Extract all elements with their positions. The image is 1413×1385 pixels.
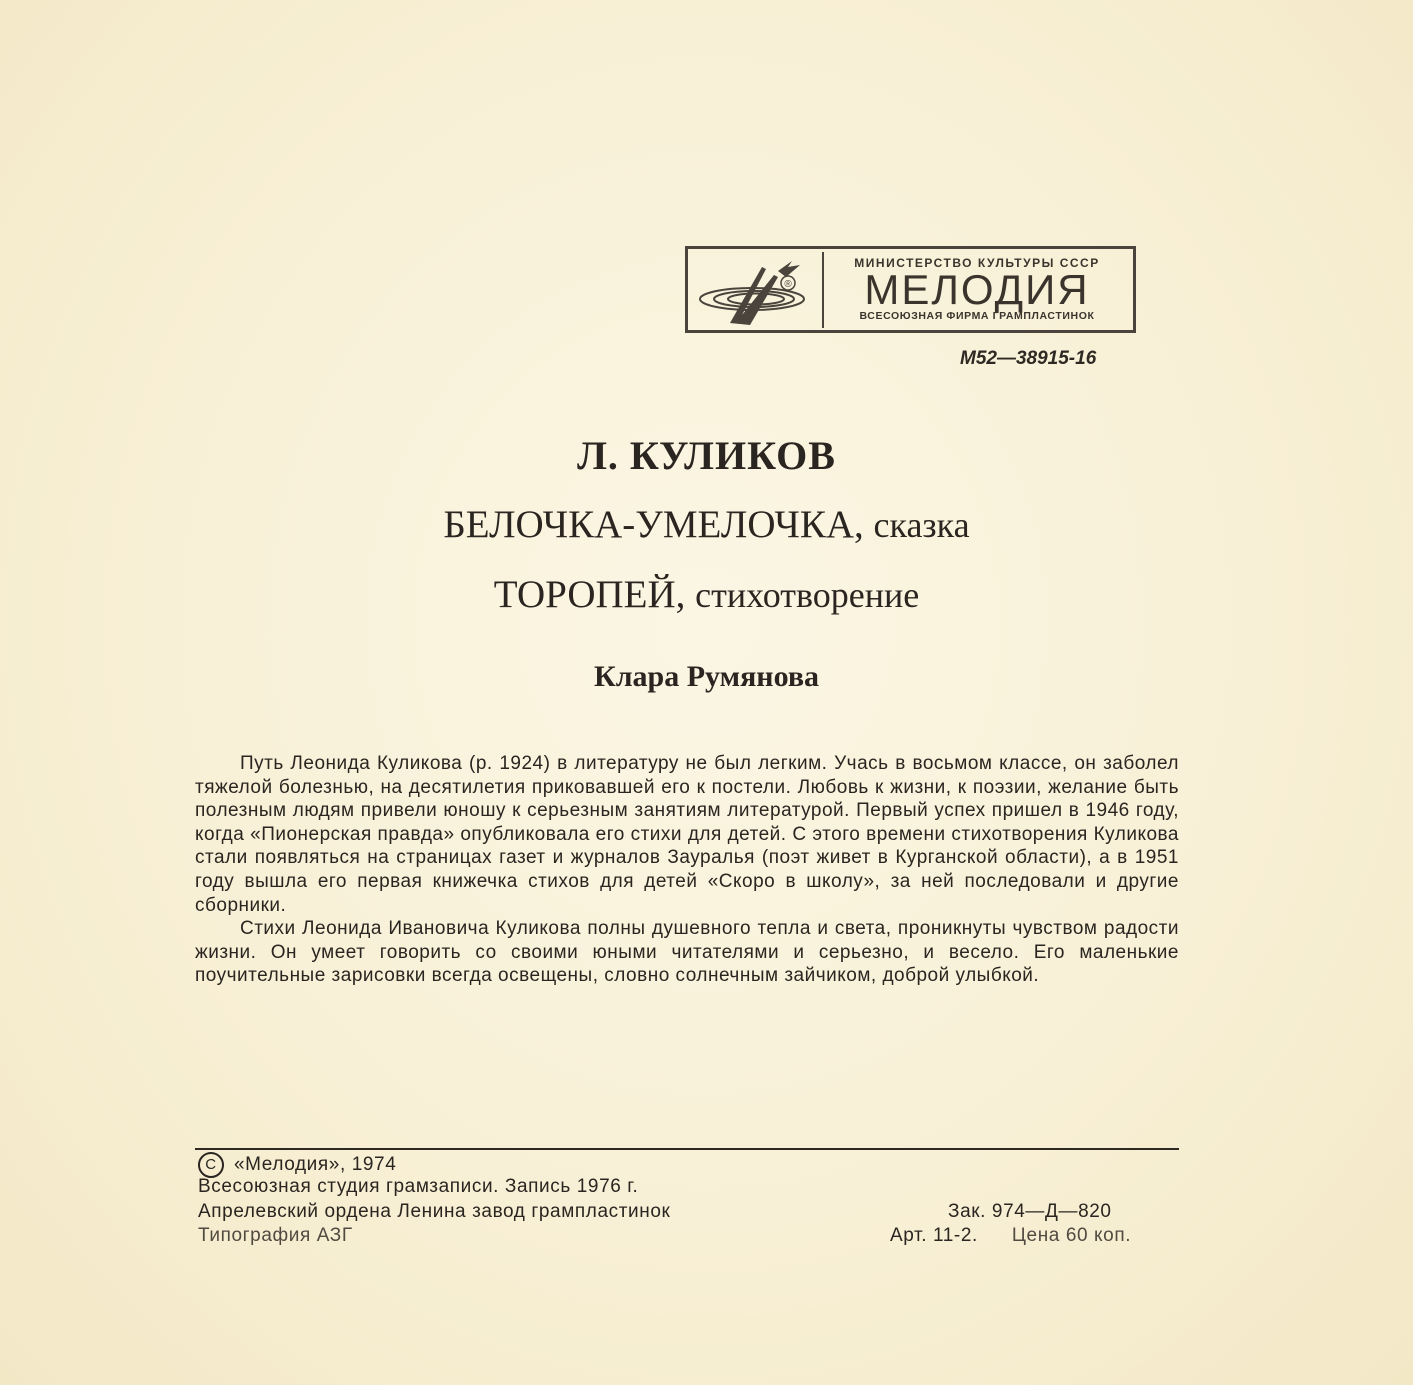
logo-text-block — [822, 252, 1130, 328]
article-price-line — [890, 1225, 1131, 1247]
logo-top-text: МИНИСТЕРСТВО КУЛЬТУРЫ СССР — [854, 256, 1100, 270]
studio-line: Всесоюзная студия грамзаписи. Запись 1976 г. — [198, 1176, 639, 1197]
title-1-name: БЕЛОЧКА-УМЕЛОЧКА, — [443, 503, 864, 546]
title-2-genre: стихотворение — [695, 575, 920, 615]
order-number: Зак. 974—Д—820 — [948, 1201, 1112, 1222]
title-2-name: ТОРОПЕЙ, — [493, 573, 686, 616]
title-1 — [0, 502, 1413, 547]
melodiya-logo — [685, 246, 1136, 333]
footer-divider — [195, 1148, 1179, 1150]
registered-mark: ® — [784, 279, 792, 290]
paragraph-2: Стихи Леонида Ивановича Куликова полны душевного тепла и света, проникнуты чувством радости жизни. Он умеет говорить со своими юными читателями и серьезно, и весело. Его маленькие поучительные зарисовки всегда освещены, словно солнечным зайчиком, доброй улыбкой. — [195, 918, 1179, 987]
logo-name: МЕЛОДИЯ — [864, 266, 1090, 313]
price: Цена 60 коп. — [1011, 1225, 1132, 1246]
factory-line: Апрелевский ордена Ленина завод грампластинок — [198, 1201, 671, 1222]
copyright-line — [198, 1152, 396, 1178]
paragraph-1: Путь Леонида Куликова (р. 1924) в литературу не был легким. Учась в восьмом классе, он заболел тяжелой болезнью, на десятилетия приковавшей его к постели. Любовь к жизни, к поэзии, желание быть полезным людям привели юношу к серьезным занятиям литературой. Первый успех пришел в 1946 году, когда «Пионерская правда» опубликовала его стихи для детей. С этого времени стихотворения Куликова стали появляться на страницах газет и журналов Зауралья (поэт живет в Курганской области), а в 1951 году вышла его первая книжечка стихов для детей «Скоро в школу», за ней последовали и другие сборники. — [195, 753, 1179, 916]
copyright-icon: C — [198, 1152, 224, 1178]
annotation-text — [195, 752, 1179, 988]
author: Л. КУЛИКОВ — [577, 433, 836, 478]
title-2 — [0, 572, 1413, 617]
article-number: Арт. 11-2. — [890, 1225, 978, 1246]
performer: Клара Румянова — [593, 660, 820, 693]
printing-line: Типография АЗГ — [198, 1225, 353, 1246]
title-1-genre: сказка — [873, 505, 970, 545]
logo-bottom-text: ВСЕСОЮЗНАЯ ФИРМА ГРАМПЛАСТИНОК — [859, 310, 1095, 322]
melodiya-emblem-icon — [692, 253, 818, 329]
catalog-number: М52—38915-16 — [960, 348, 1097, 369]
copyright-text: «Мелодия», 1974 — [234, 1154, 397, 1176]
